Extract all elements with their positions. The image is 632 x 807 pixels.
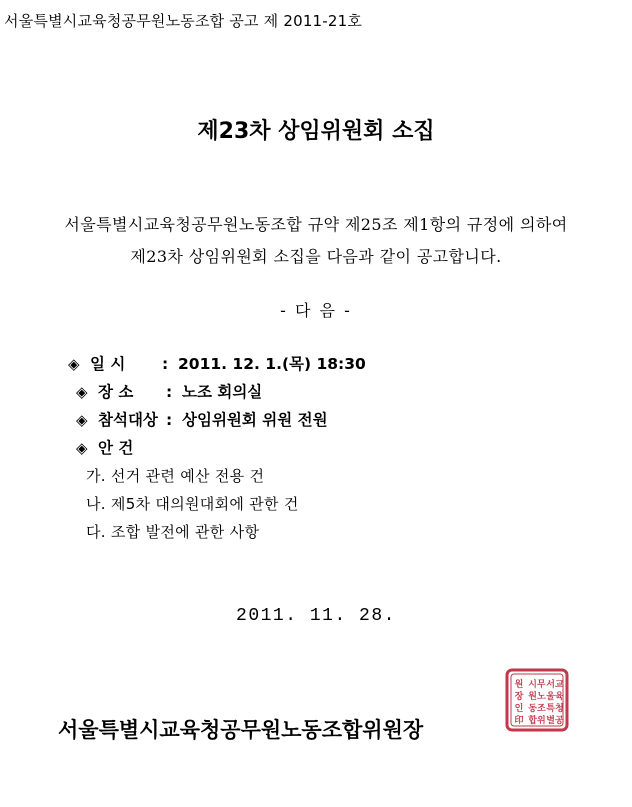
- agenda-item: 가. 선거 관련 예산 전용 건: [86, 467, 265, 485]
- svg-text:별공: 별공: [546, 716, 564, 726]
- item-agenda-label: 안 건: [98, 439, 134, 457]
- svg-text:장: 장: [514, 692, 524, 702]
- document-title: 제23차 상임위원회 소집: [197, 119, 435, 144]
- item-attendees-value: 상임위원회 위원 전원: [182, 411, 328, 429]
- svg-text:원노: 원노: [528, 692, 546, 702]
- intro-line-2: 제23차 상임위원회 소집을 다음과 같이 공고합니다.: [130, 247, 502, 266]
- svg-text:특청: 특청: [546, 704, 564, 714]
- svg-text:印: 印: [514, 716, 524, 726]
- svg-text:동조: 동조: [528, 704, 546, 714]
- document-number: 서울특별시교육청공무원노동조합 공고 제 2011-21호: [4, 12, 363, 30]
- official-seal: [505, 668, 569, 732]
- svg-text:합위: 합위: [528, 716, 546, 726]
- item-place: ◈ 장 소 : 노조 회의실: [76, 380, 262, 402]
- item-date: ◈ 일 시 : 2011. 12. 1.(목) 18:30: [68, 352, 366, 374]
- item-place-value: 노조 회의실: [182, 383, 263, 401]
- diamond-icon: ◈: [76, 439, 88, 457]
- svg-text:서교: 서교: [546, 680, 564, 690]
- svg-text:울육: 울육: [546, 692, 564, 702]
- diamond-icon: ◈: [68, 355, 80, 373]
- section-heading: - 다 음 -: [280, 301, 352, 320]
- svg-text:원: 원: [514, 680, 524, 690]
- agenda-item: 나. 제5차 대의원대회에 관한 건: [86, 495, 299, 513]
- document-date: 2011. 11. 28.: [236, 606, 396, 626]
- item-attendees-label: 참석대상: [98, 411, 158, 429]
- item-date-label: 일 시: [90, 355, 126, 373]
- item-place-label: 장 소: [98, 383, 134, 401]
- item-attendees: ◈ 참석대상 : 상임위원회 위원 전원: [76, 408, 328, 430]
- signatory: 서울특별시교육청공무원노동조합위원장: [58, 718, 424, 742]
- svg-text:인: 인: [514, 704, 524, 714]
- item-date-value: 2011. 12. 1.(목) 18:30: [178, 355, 366, 373]
- diamond-icon: ◈: [76, 411, 88, 429]
- svg-text:시무: 시무: [528, 680, 546, 690]
- item-agenda: [76, 436, 166, 458]
- diamond-icon: ◈: [76, 383, 88, 401]
- intro-line-1: 서울특별시교육청공무원노동조합 규약 제25조 제1항의 규정에 의하여: [64, 215, 568, 234]
- agenda-item: 다. 조합 발전에 관한 사항: [86, 523, 260, 541]
